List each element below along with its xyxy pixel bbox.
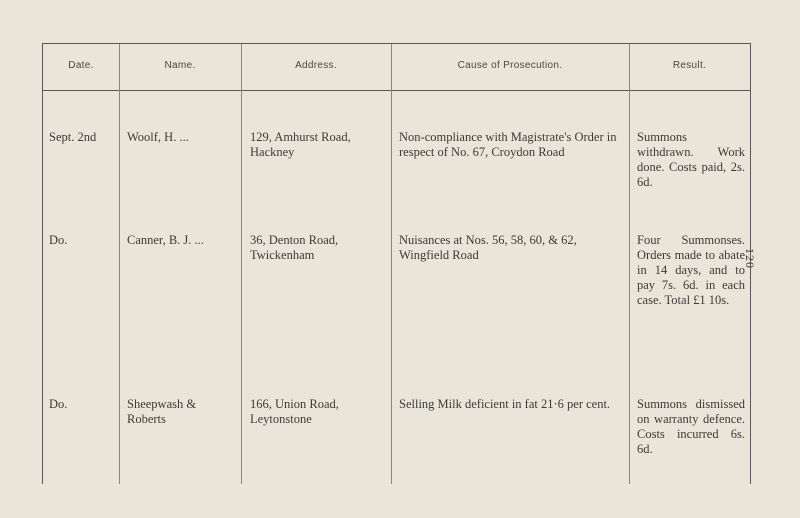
row-result: Summons withdrawn. Work done. Costs paid, 2s. 6d. (637, 130, 745, 189)
row-name: Sheepwash & Roberts (127, 397, 197, 426)
row-cause: Non-compliance with Magistrate's Order in respect of No. 67, Croydon Road (399, 130, 617, 159)
header-date: Date. (68, 60, 94, 71)
row-cause: Selling Milk deficient in fat 21·6 per cent. (399, 397, 611, 411)
row-name: Canner, B. J. ... (127, 233, 204, 247)
row-result: Four Summonses. Orders made to abate in 14 days, and to pay 7s. 6d. in each case. Total £1 10s. (637, 233, 745, 307)
header-address: Address. (295, 60, 337, 71)
row-name: Woolf, H. ... (127, 130, 189, 144)
header-result: Result. (672, 60, 707, 71)
header-rule (43, 90, 750, 91)
row-address: 166, Union Road, Leytonstone (250, 397, 339, 426)
row-address: 129, Amhurst Road, Hackney (250, 130, 351, 159)
column-divider (391, 44, 392, 484)
prosecutions-table (42, 43, 751, 484)
row-result: Summons dismissed on warranty defence. Costs incurred 6s. 6d. (637, 397, 745, 456)
header-cause: Cause of Prosecution. (457, 60, 563, 71)
row-date: Do. (49, 397, 68, 411)
column-divider (119, 44, 120, 484)
column-divider (241, 44, 242, 484)
row-date: Do. (49, 233, 68, 247)
row-address: 36, Denton Road, Twickenham (250, 233, 339, 262)
row-date: Sept. 2nd (49, 130, 97, 144)
row-cause: Nuisances at Nos. 56, 58, 60, & 62, Wingfield Road (399, 233, 577, 262)
page-number: 120 (743, 248, 757, 269)
column-divider (629, 44, 630, 484)
header-name: Name. (164, 60, 196, 71)
